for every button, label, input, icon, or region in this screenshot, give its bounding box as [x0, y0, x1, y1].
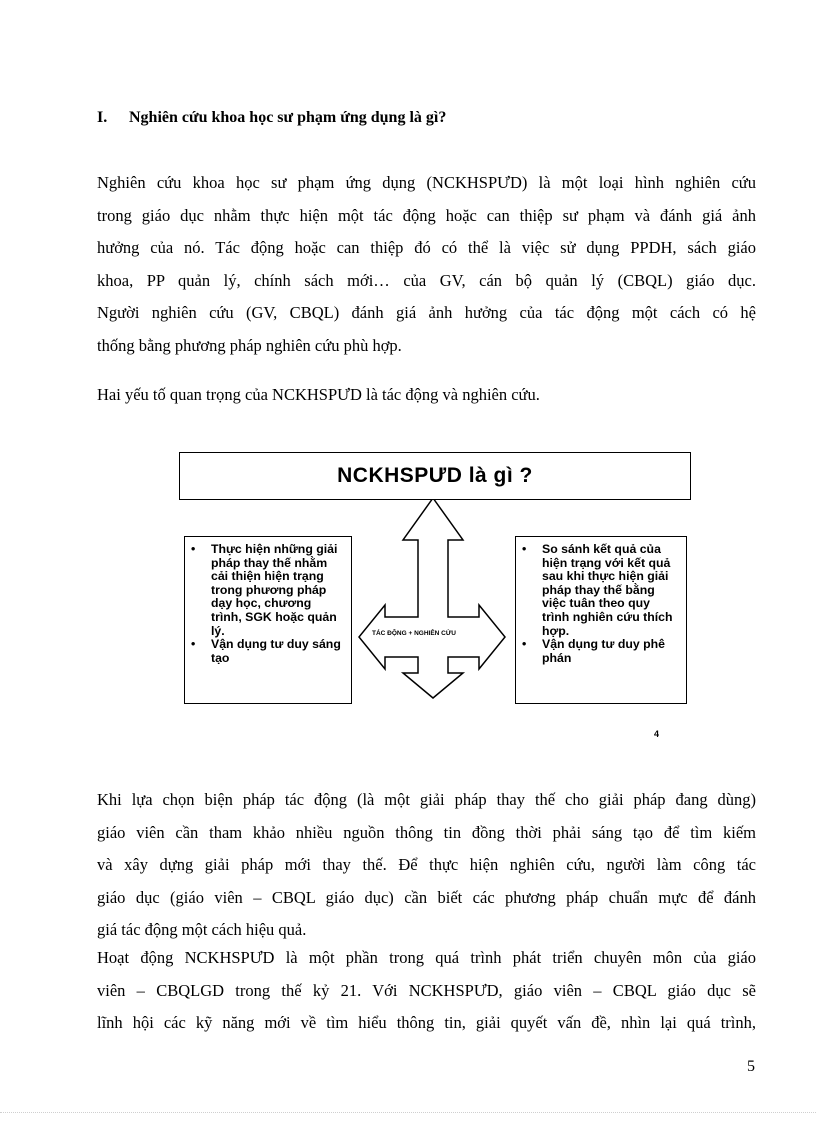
paragraph-line: Hoạt động NCKHSPƯD là một phần trong quá trình phát triển chuyên môn của giáo [97, 948, 756, 967]
paragraph-line: giá tác động một cách hiệu quả. [97, 920, 307, 940]
nckhspud-diagram [175, 450, 695, 750]
bullet-icon: • [522, 542, 527, 556]
footer-divider [0, 1112, 816, 1113]
double-arrow-shape [359, 498, 505, 698]
paragraph-line: giáo viên cần tham khảo nhiều nguồn thông tin đồng thời phải sáng tạo để tìm kiếm [97, 822, 756, 842]
paragraph-line: giáo dục (giáo viên – CBQL giáo dục) cần biết các phương pháp chuẩn mực để đánh [97, 887, 756, 907]
paragraph-line: Hai yếu tố quan trọng của NCKHSPƯD là tác động và nghiên cứu. [97, 385, 540, 404]
arrow-label: TÁC ĐỘNG + NGHIÊN CỨU [372, 630, 456, 637]
diagram-title-box: NCKHSPƯD là gì ? [179, 452, 691, 500]
paragraph-line: viên – CBQLGD trong thế kỷ 21. Với NCKHSPƯD, giáo viên – CBQL giáo dục sẽ [97, 980, 756, 1000]
paragraph-activity [97, 942, 756, 1040]
right-item: • So sánh kết quả của hiện trạng với kết quả sau khi thực hiện giải pháp thay thế bằng việc tuân theo quy trình nghiên cứu thích hợp. [522, 542, 673, 638]
paragraph-key-factors [97, 379, 756, 412]
corner-mark: 4 [654, 729, 660, 739]
paragraph-definition [97, 167, 756, 363]
paragraph-line: và xây dựng giải pháp mới thay thế. Để thực hiện nghiên cứu, người làm công tác [97, 855, 756, 875]
right-item: • Vận dụng tư duy phê phán [522, 637, 665, 665]
paragraph-selection [97, 784, 756, 947]
paragraph-line: hưởng của nó. Tác động hoặc can thiệp đó có thể là việc sử dụng PPDH, sách giáo [97, 238, 756, 258]
section-heading [97, 109, 446, 127]
left-item: • Vận dụng tư duy sáng tạo [191, 637, 341, 665]
paragraph-line: trong giáo dục nhằm thực hiện một tác động hoặc can thiệp sư phạm và đánh giá ảnh [97, 205, 756, 225]
bullet-icon: • [191, 637, 196, 652]
page-number: 5 [747, 1058, 755, 1075]
bullet-icon: • [191, 542, 196, 556]
paragraph-line: Nghiên cứu khoa học sư phạm ứng dụng (NCKHSPƯD) là một loại hình nghiên cứu [97, 173, 756, 192]
paragraph-line: Khi lựa chọn biện pháp tác động (là một giải pháp thay thế cho giải pháp đang dùng) [97, 790, 756, 809]
paragraph-line: khoa, PP quản lý, chính sách mới… của GV, cán bộ quản lý (CBQL) giáo dục. [97, 270, 756, 290]
paragraph-line: thống bằng phương pháp nghiên cứu phù hợp. [97, 335, 402, 355]
bullet-icon: • [522, 637, 527, 652]
left-box-action [184, 536, 352, 704]
section-title: Nghiên cứu khoa học sư phạm ứng dụng là gì? [129, 109, 447, 126]
paragraph-line: lĩnh hội các kỹ năng mới về tìm hiểu thông tin, giải quyết vấn đề, nhìn lại quá trình, [97, 1013, 756, 1033]
right-box-research [515, 536, 687, 704]
left-item: • Thực hiện những giải pháp thay thế nhằm cải thiện hiện trạng trong phương pháp dạy học, chương trình, SGK hoặc quản lý. [191, 542, 338, 638]
paragraph-line: Người nghiên cứu (GV, CBQL) đánh giá ảnh hưởng của tác động một cách có hệ [97, 303, 756, 323]
section-number: I. [97, 109, 108, 126]
